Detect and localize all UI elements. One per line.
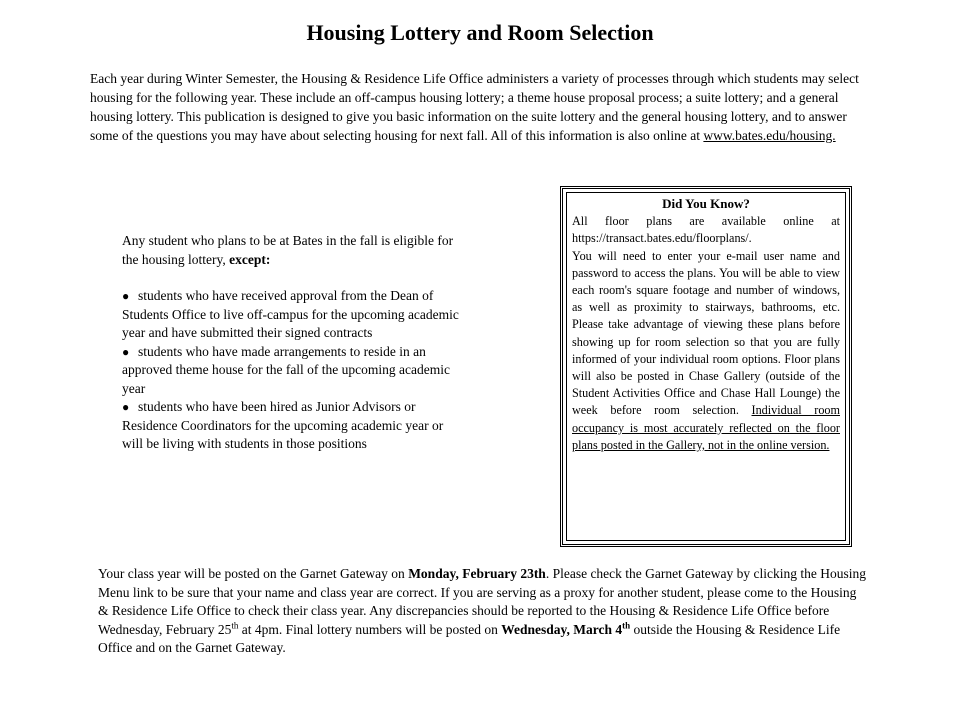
eligibility-lead-text: Any student who plans to be at Bates in the fall is eligible for the housing lottery, [122, 233, 454, 267]
class-year-part4: outside the Housing & Residence Life Office and on the Garnet Gateway. [98, 621, 841, 655]
class-year-paragraph [98, 565, 868, 658]
did-you-know-underlined-note: Individual room occupancy is most accurately reflected on the floor plans posted in the Gallery, not in the online version. [572, 403, 840, 452]
did-you-know-body-text: You will need to enter your e-mail user name and password to access the plans. You will be able to view each room's square footage and number of windows, as well as proximity to stairways, bathrooms, etc. Please take advantage of viewing these plans before showing up for room selection so that you are fully informed of your individual room options. Floor plans will also be posted in Chase Gallery (outside of the Student Activities Office and Chase Hall Lounge) the week before room selection. [572, 248, 840, 418]
class-year-date1: Monday, February 23th [408, 566, 546, 581]
page-title: Housing Lottery and Room Selection [306, 20, 654, 45]
bullet-icon: ● [122, 400, 130, 414]
floorplans-url-line: All floor plans are available online at https://transact.bates.edu/floorplans/. [572, 214, 840, 246]
housing-website-link[interactable]: www.bates.edu/housing. [703, 128, 836, 143]
class-year-part1: Your class year will be posted on the Garnet Gateway on [98, 566, 409, 581]
intro-text: Each year during Winter Semester, the Housing & Residence Life Office administers a variety of processes through which students may select housing for the following year. These include an off-campus housing lottery; a theme house proposal process; a suite lottery; and a general housing lottery. This publication is designed to give you basic information on the suite lottery and the general housing lottery, and to answer some of the questions you may have about selecting housing for next fall. All of this information is also online at [90, 71, 859, 143]
eligibility-bullet-item [122, 343, 460, 399]
eligibility-section [122, 232, 460, 454]
eligibility-lead [122, 232, 460, 269]
eligibility-except: except: [229, 251, 271, 267]
bullet-text: students who have been hired as Junior Advisors or Residence Coordinators for the upcoming academic year or will be living with students in those positions [122, 399, 444, 451]
class-year-date2: Wednesday, March 4 [501, 621, 623, 637]
did-you-know-box [560, 186, 852, 547]
bullet-text: students who have made arrangements to reside in an approved theme house for the fall of the upcoming academic year [122, 343, 451, 396]
bullet-icon: ● [122, 289, 130, 303]
class-year-part2: . Please check the Garnet Gateway by clicking the Housing Menu link to be sure that your name and class year are correct. If you are serving as a proxy for another student, please come to the Housing & Residence Life Office to check their class year. Any discrepancies should be reported to the Housing & Residence Life Office before Wednesday, February 25 [98, 566, 866, 637]
spacer [122, 269, 460, 287]
eligibility-bullet-item [122, 287, 460, 343]
did-you-know-body [572, 248, 840, 454]
intro-paragraph [90, 69, 868, 145]
bullet-text: students who have received approval from the Dean of Students Office to live off-campus for the upcoming academic year and have submitted their signed contracts [122, 288, 459, 340]
class-year-sup1: th [231, 620, 239, 630]
eligibility-bullet-item [122, 398, 460, 454]
class-year-sup2: th [622, 620, 631, 630]
did-you-know-title: Did You Know? [662, 196, 750, 211]
bullet-icon: ● [122, 344, 130, 359]
class-year-part3: at 4pm. Final lottery numbers will be posted on [238, 621, 502, 637]
did-you-know-content [572, 195, 840, 454]
